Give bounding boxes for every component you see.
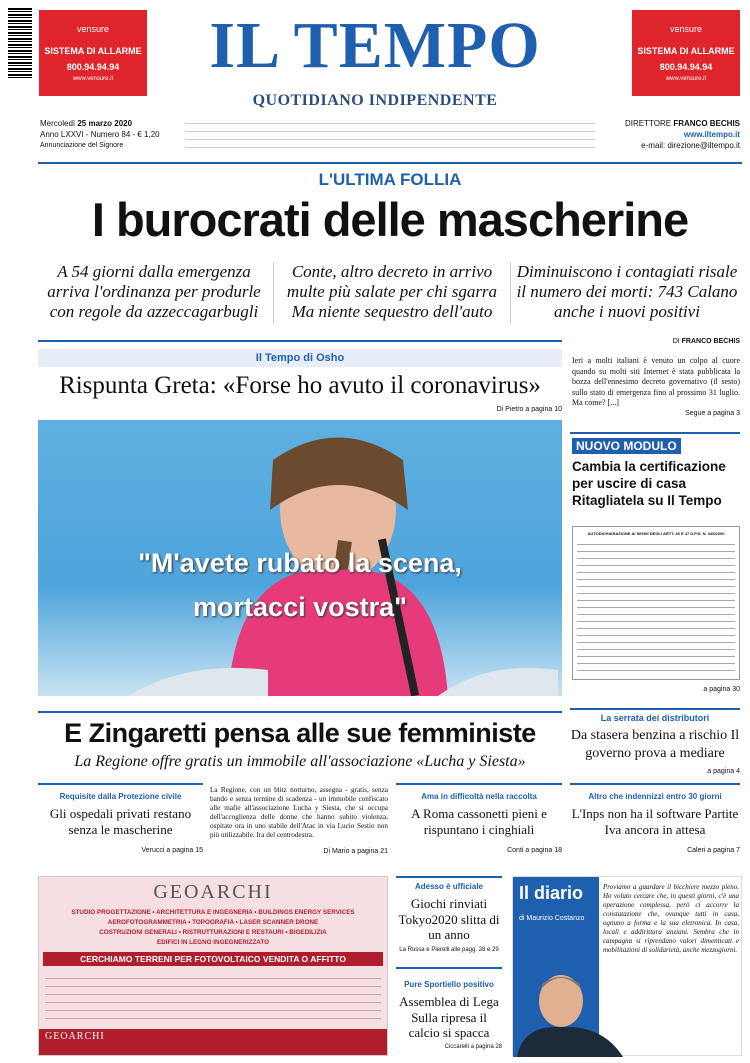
diario-box[interactable]: [512, 876, 742, 1056]
director-label: DIRETTORE: [625, 119, 672, 128]
ad-left-line: SISTEMA DI ALLARME: [44, 46, 142, 56]
cassonetti-ref: Conti a pagina 18: [507, 847, 562, 854]
service-line: AEROFOTOGRAMMETRIA • TOPOGRAFIA • LASER SCANNER DRONE: [107, 919, 319, 926]
modulo-ref: a pagina 30: [703, 686, 740, 693]
olimpiadi-rule: [396, 876, 502, 878]
ad-right-logo: vensure: [669, 24, 703, 34]
geoarchi-small-print: [45, 974, 381, 1026]
date-block: [40, 118, 180, 151]
greta-ref: Di Pietro a pagina 10: [496, 406, 562, 413]
editorial-byline: [570, 338, 740, 345]
modulo-kicker: [572, 438, 681, 454]
benzina-ref: a pagina 4: [707, 768, 740, 775]
benzina-kicker: La serrata dei distributori: [600, 713, 710, 723]
email-link[interactable]: e-mail: direzione@iltempo.it: [641, 141, 740, 150]
lega-headline[interactable]: Assemblea di Lega Sulla ripresa il calcio si spacca: [399, 994, 499, 1040]
byline-name: FRANCO BECHIS: [681, 338, 740, 345]
zingaretti-rule: [38, 711, 562, 713]
inps-kicker: Altro che indennizzi entro 30 giorni: [588, 792, 722, 801]
ospedali-kicker: Requisite dalla Protezione civile: [59, 792, 182, 801]
ad-left-phone: 800.94.94.94: [66, 62, 120, 72]
lega-kicker: Pure Sportiello positivo: [404, 980, 494, 989]
modulo-headline[interactable]: Cambia la certificazione per uscire di casa Ritagliatela su Il Tempo: [572, 459, 726, 508]
diario-author: di Maurizio Costanzo: [519, 915, 585, 922]
geoarchi-services: [39, 908, 387, 948]
ad-right-line: SISTEMA DI ALLARME: [637, 46, 735, 56]
greta-kicker: Il Tempo di Osho: [255, 352, 345, 364]
masthead-subtitle: QUOTIDIANO INDIPENDENTE: [252, 92, 498, 109]
modulo-rule: [570, 432, 740, 434]
ad-left-logo: vensure: [76, 24, 110, 34]
modulo-kicker-text: NUOVO MODULO: [576, 439, 677, 453]
greta-headline[interactable]: Rispunta Greta: «Forse ho avuto il coronavirus»: [59, 372, 541, 399]
cassonetti-kicker: Ama in difficoltà nella raccolta: [421, 792, 537, 801]
geoarchi-banner: CERCHIAMO TERRENI PER FOTOVOLTAICO VENDITA O AFFITTO: [43, 952, 383, 966]
regione-ref: Di Mario a pagina 21: [323, 848, 388, 855]
ospedali-ref: Verucci a pagina 15: [141, 847, 203, 854]
byline-prefix: DI: [672, 338, 680, 345]
zingaretti-headline[interactable]: E Zingaretti pensa alle sue femministe: [64, 718, 536, 748]
lead-deck-1: A 54 giorni dalla emergenza arriva l'ordinanza per produrle con regole da azzeccagarbugli: [47, 262, 261, 321]
geoarchi-ad[interactable]: [38, 876, 388, 1056]
director-name: FRANCO BECHIS: [673, 119, 740, 128]
zingaretti-deck: La Regione offre gratis un immobile all'associazione «Lucha y Siesta»: [74, 753, 526, 770]
date-prefix: Mercoledì: [40, 119, 76, 128]
inps-rule: [570, 783, 740, 785]
lead-headline[interactable]: I burocrati delle mascherine: [91, 193, 689, 246]
barcode: [8, 8, 32, 80]
ad-right-phone: 800.94.94.94: [659, 62, 713, 72]
ospedali-headline[interactable]: Gli ospedali privati restano senza le mascherine: [49, 806, 192, 837]
service-line: STUDIO PROGETTAZIONE • ARCHITETTURA E INGEGNERIA • BUILDINGS ENERGY SERVICES: [71, 909, 355, 916]
editorial-ref: Segue a pagina 3: [685, 410, 740, 417]
editorial-text[interactable]: Ieri a molti italiani è venuto un colpo al cuore quando su molti siti Internet è stata pubblicata la bozza dell'ennesimo decreto governativo (il sesto) sullo stato di emergenza fino al prossimo 31 luglio. Ma come? [...]: [572, 356, 740, 407]
form-title: AUTODICHIARAZIONE AI SENSI DEGLI ARTT. 46 E 47 D.P.R. N. 445/2000: [587, 531, 725, 536]
fine-print: [185, 120, 595, 152]
cassonetti-rule: [396, 783, 562, 785]
benzina-headline[interactable]: Da stasera benzina a rischio Il governo prova a mediare: [570, 728, 740, 761]
inps-ref: Caleri a pagina 7: [687, 847, 740, 854]
masthead-title: IL TEMPO: [209, 9, 541, 82]
ad-right[interactable]: [632, 10, 740, 96]
geoarchi-footer-logo: GEOARCHI: [45, 1031, 105, 1042]
inps-headline[interactable]: L'Inps non ha il software Partite Iva ancora in attesa: [571, 806, 739, 837]
ad-left[interactable]: [39, 10, 147, 96]
olimpiadi-headline[interactable]: Giochi rinviati Tokyo2020 slitta di un anno: [398, 896, 500, 942]
deck-separator: [510, 262, 511, 324]
olimpiadi-ref: La Russa e Pierelli alle pagg. 28 e 29: [399, 947, 499, 953]
greta-rule: [38, 340, 562, 342]
service-line: EDIFICI IN LEGNO INGEGNERIZZATO: [156, 939, 270, 946]
deck-separator: [273, 262, 274, 324]
greta-photo: [38, 420, 562, 696]
date: 25 marzo 2020: [77, 119, 133, 128]
ad-left-site: www.vensure.it: [72, 76, 114, 82]
ospedali-rule: [38, 783, 203, 785]
top-rule: [38, 162, 742, 164]
website-link[interactable]: www.iltempo.it: [683, 130, 740, 139]
form-lines: [577, 540, 735, 676]
saint: Annunciazione del Signore: [40, 142, 124, 149]
lead-deck-2: Conte, altro decreto in arrivo multe più salate per chi sgarra Ma niente sequestro dell'auto: [286, 262, 498, 321]
modulo-form-image: [572, 526, 740, 680]
lead-kicker: L'ULTIMA FOLLIA: [318, 170, 462, 189]
geoarchi-logo: GEOARCHI: [153, 881, 273, 903]
lega-rule: [396, 967, 502, 969]
greta-quote-2: mortacci vostra": [193, 592, 407, 622]
lega-ref: Ciccarelli a pagina 28: [444, 1044, 502, 1050]
benzina-rule: [570, 708, 740, 710]
issue: Anno LXXVI - Numero 84 - € 1,20: [40, 130, 160, 139]
regione-text[interactable]: La Regione, con un blitz notturno, assegna - gratis, senza bando e senza termine di scadenza - un immobile confiscato alle mafie all'associazione Lucha y Siesta, che si occupa dell'accoglienza delle donne che hanno subito violenza, ospitate ora in uno stabile dell'Atac in via Lucio Sestio non più utilizzabile. Ira del centrodestra.: [210, 786, 388, 839]
service-line: COSTRUZIONI GENERALI • RISTRUTTURAZIONI E RESTAURI • BIOEDILIZIA: [99, 929, 327, 936]
diario-title: Il diario: [519, 883, 584, 903]
ad-right-site: www.vensure.it: [665, 76, 707, 82]
olimpiadi-kicker: Adesso è ufficiale: [414, 882, 484, 891]
lead-deck-3: Diminuiscono i contagiati risale il numero dei morti: 743 Calano anche i nuovi positivi: [516, 262, 738, 321]
cassonetti-headline[interactable]: A Roma cassonetti pieni e rispuntano i cinghiali: [411, 806, 547, 837]
director-block: [600, 118, 740, 151]
greta-quote-1: "M'avete rubato la scena,: [138, 548, 462, 578]
diario-text: Proviamo a guardare il bicchiere mezzo pieno. Ho voluto cercare che, in questi giorni, c'è una operazione complessa, però ci accorre la constatazione che, ovunque tutti in casa, ognuno a forma e la sua eletronica. In casa, locali e addirittura anziani. Sembra che in campagna si riprendano valori dimenticati e mobilitazioni di solidarietà, anche mezzogiorni.: [603, 883, 739, 954]
geoarchi-footer-bar: [39, 1029, 387, 1055]
